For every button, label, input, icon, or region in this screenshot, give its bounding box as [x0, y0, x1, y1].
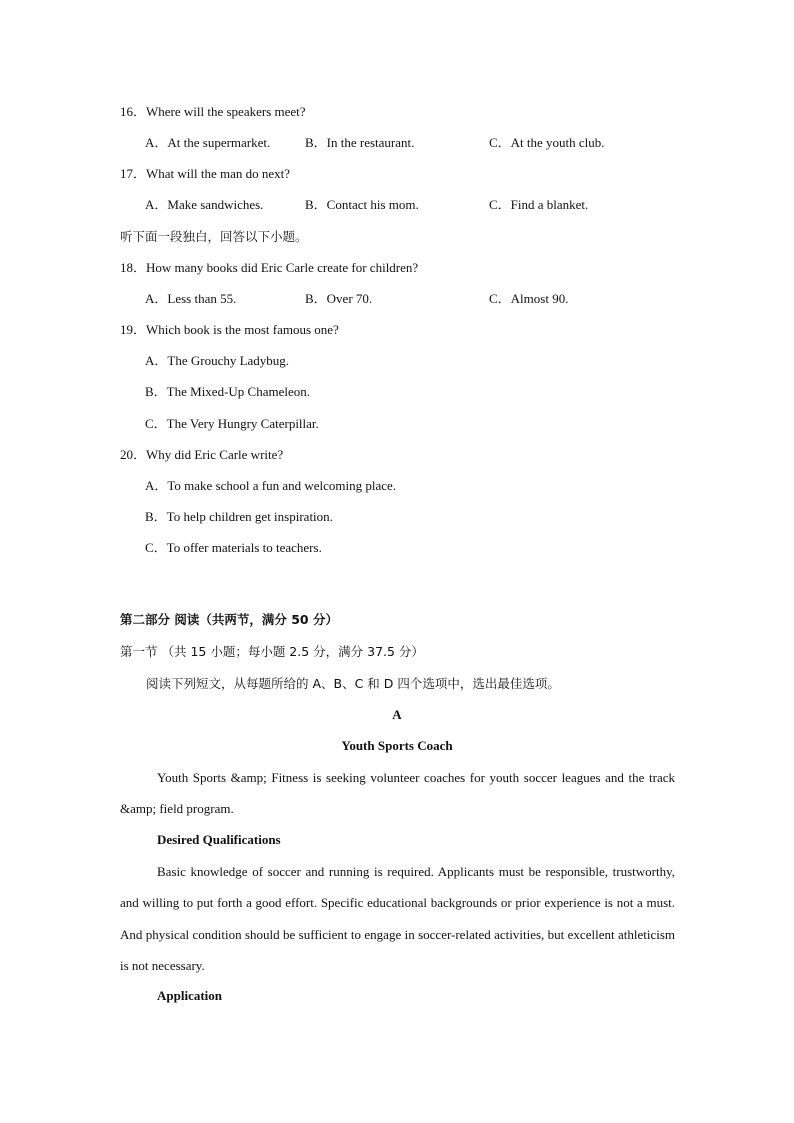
question-20: 20．Why did Eric Carle write? — [120, 447, 284, 462]
q16-option-c: C．At the youth club. — [489, 135, 605, 150]
qualifications-text: Basic knowledge of soccer and running is required. Applicants must be responsible, trustworthy, and willing to put forth a good effort. Specific educational backgrounds or prior experience is not a must. And physical condition should be sufficient to engage in soccer-related activities, but excellent athleticism is not necessary. — [120, 864, 675, 973]
part-two-title: 第二部分 阅读（共两节，满分 50 分） — [120, 612, 338, 627]
q19-option-a: A．The Grouchy Ladybug. — [145, 353, 290, 368]
q16-option-a: A．At the supermarket. — [145, 135, 271, 150]
q19-option-c: C．The Very Hungry Caterpillar. — [145, 416, 319, 431]
q16-option-b: B．In the restaurant. — [305, 135, 415, 150]
q19-option-b: B．The Mixed-Up Chameleon. — [145, 384, 310, 399]
question-19: 19．Which book is the most famous one? — [120, 322, 339, 337]
passage-intro-text: Youth Sports &amp; Fitness is seeking volunteer coaches for youth soccer leagues and the track &amp; field program. — [120, 770, 675, 817]
q17-option-c: C．Find a blanket. — [489, 197, 589, 212]
question-16: 16．Where will the speakers meet? — [120, 104, 306, 119]
q18-option-c: C．Almost 90. — [489, 291, 569, 306]
question-17: 17．What will the man do next? — [120, 166, 291, 181]
q17-option-b: B．Contact his mom. — [305, 197, 419, 212]
qualifications-paragraph — [120, 856, 675, 981]
q18-option-b: B．Over 70. — [305, 291, 373, 306]
monologue-instruction: 听下面一段独白，回答以下小题。 — [120, 229, 308, 244]
passage-intro — [120, 762, 675, 825]
q20-option-a: A．To make school a fun and welcoming place. — [145, 478, 397, 493]
passage-title: Youth Sports Coach — [341, 738, 453, 753]
passage-letter: A — [392, 707, 402, 722]
question-18: 18．How many books did Eric Carle create for children? — [120, 260, 419, 275]
heading-application: Application — [157, 988, 223, 1003]
q18-option-a: A．Less than 55. — [145, 291, 237, 306]
section-one-title: 第一节 （共 15 小题；每小题 2.5 分，满分 37.5 分） — [120, 644, 424, 659]
q20-option-b: B．To help children get inspiration. — [145, 509, 333, 524]
reading-instructions: 阅读下列短文，从每题所给的 A、B、C 和 D 四个选项中，选出最佳选项。 — [146, 676, 560, 691]
q17-option-a: A．Make sandwiches. — [145, 197, 264, 212]
q20-option-c: C．To offer materials to teachers. — [145, 540, 322, 555]
heading-desired-qualifications: Desired Qualifications — [157, 832, 281, 847]
